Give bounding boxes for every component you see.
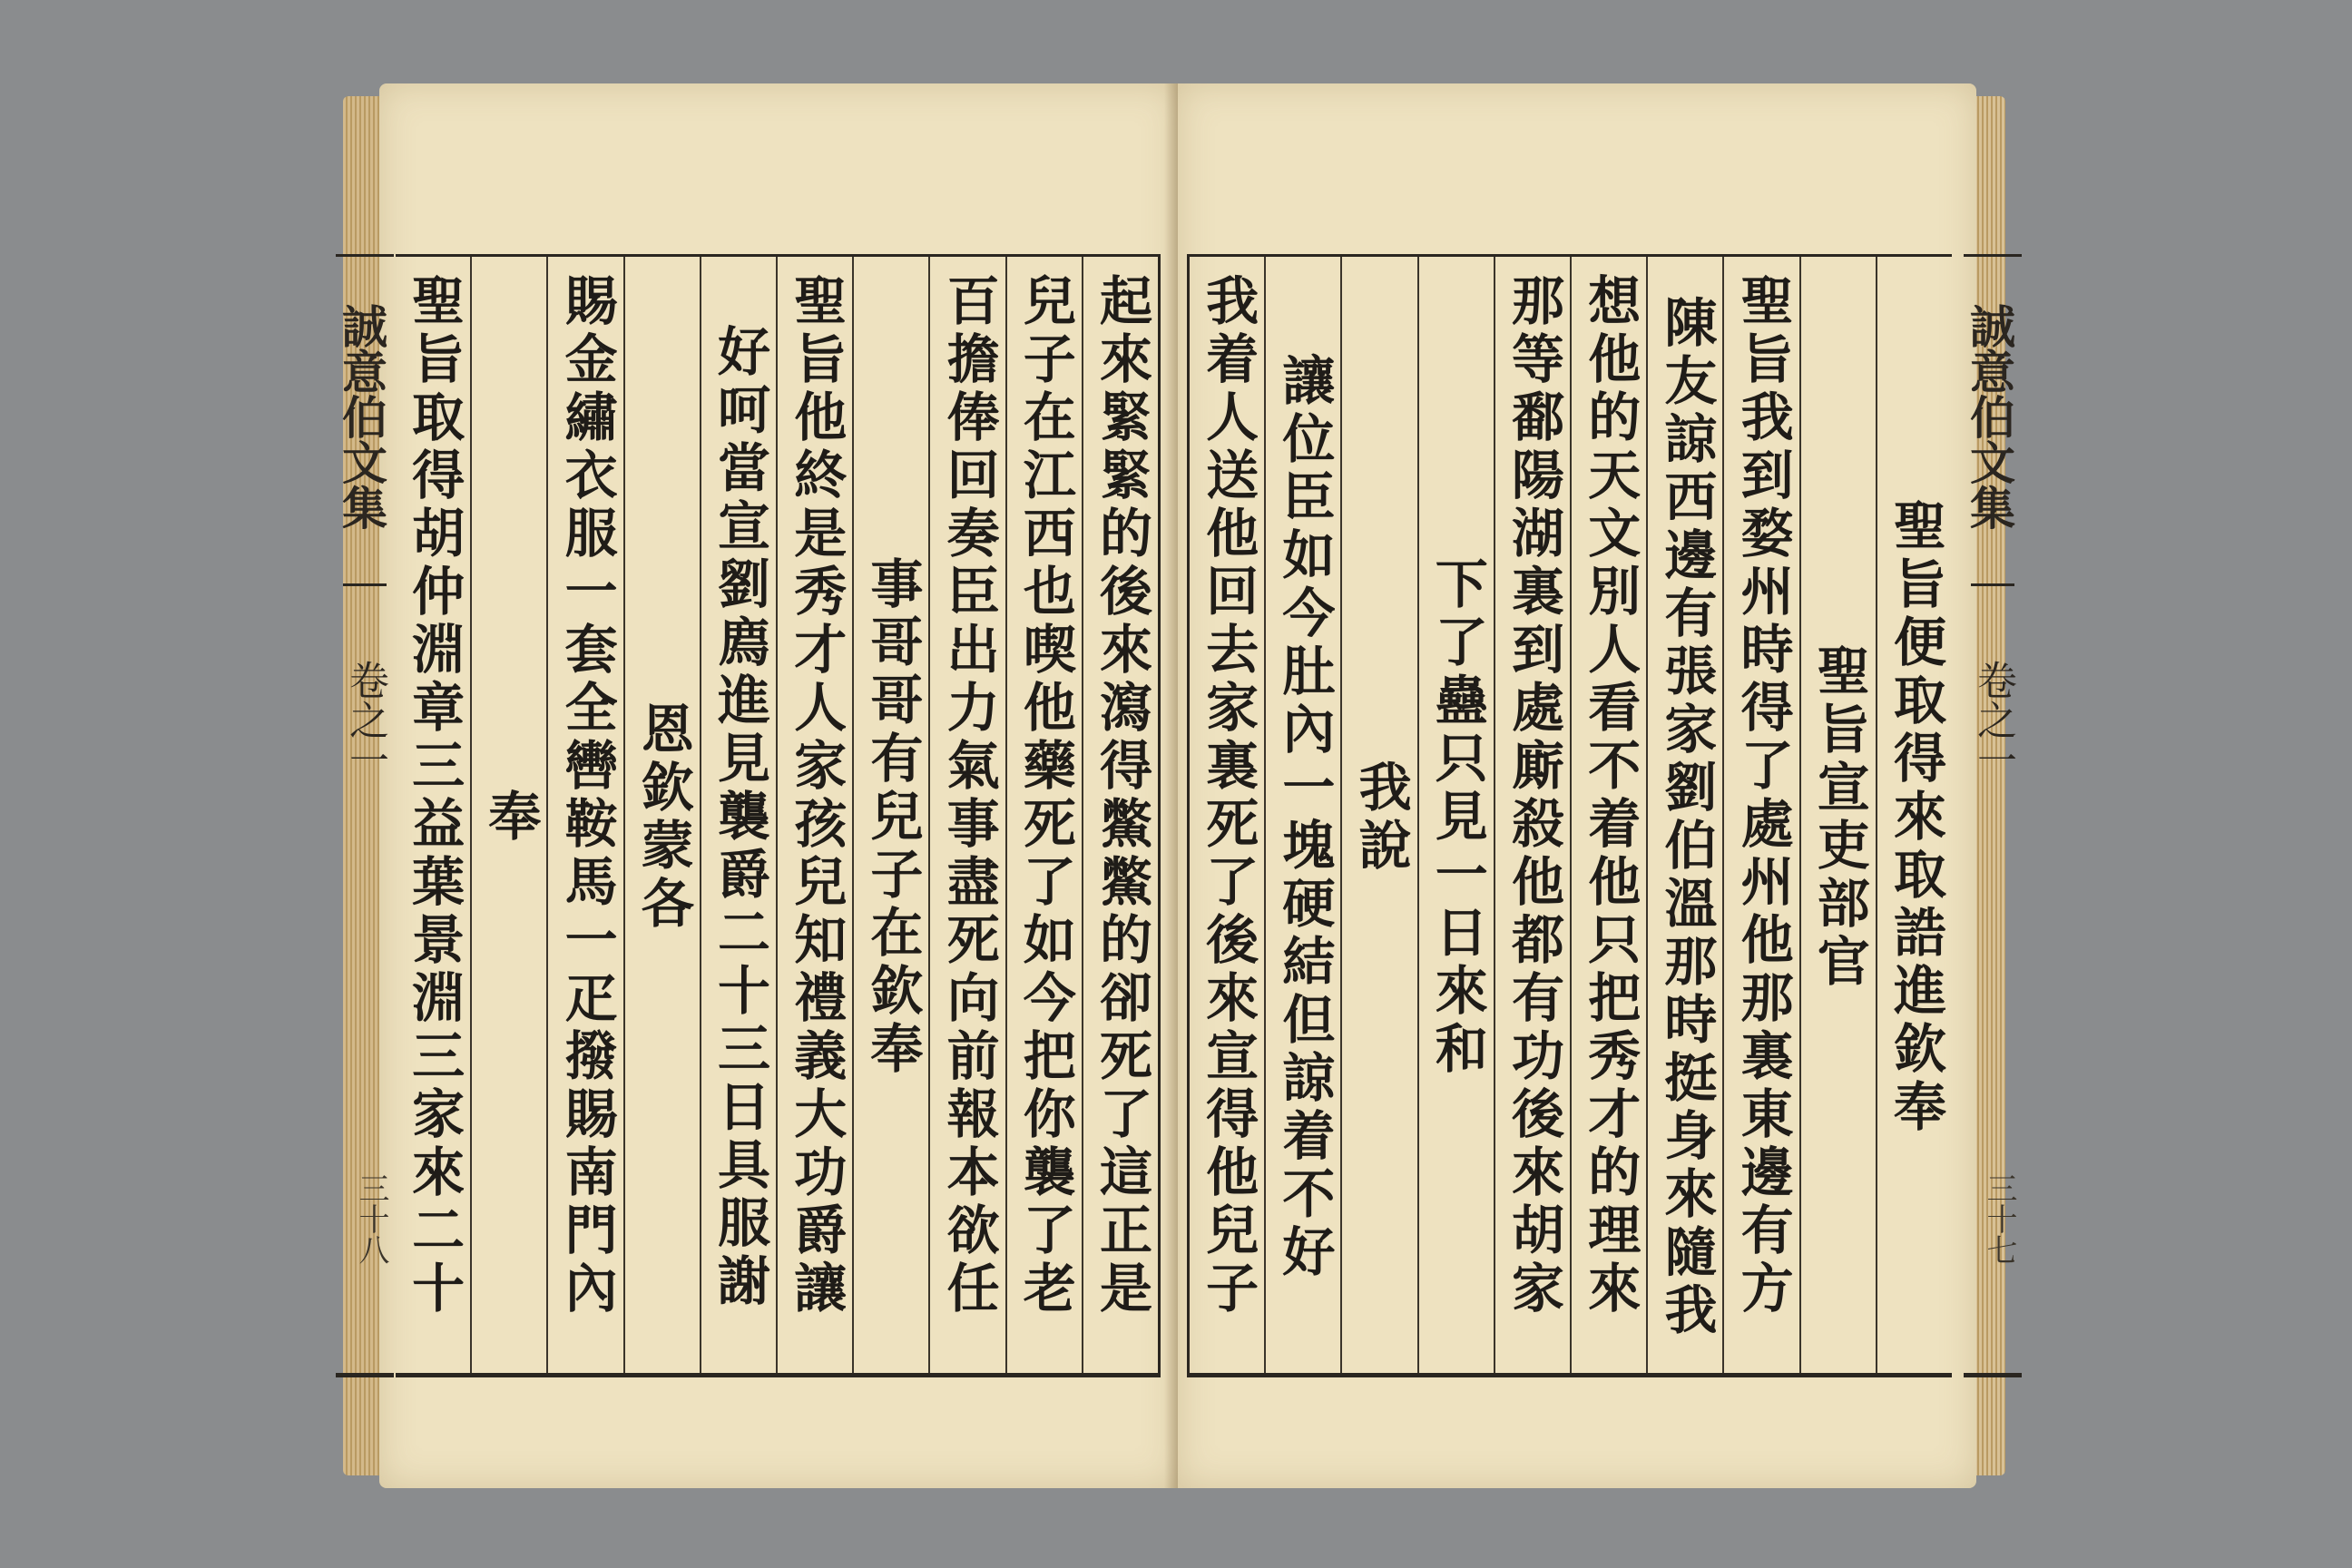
left-page-columns [396,257,1158,1373]
text-column [1264,257,1340,1373]
column-text: 聖旨他終是秀才人家孩兒知禮義大功爵讓 [785,273,848,1318]
right-page-margin-label [1964,254,2022,1377]
book-title: 誠意伯文集 [335,303,388,530]
column-text: 聖旨取得胡仲淵章三益葉景淵三家來二十 [403,273,466,1318]
text-column [546,257,622,1373]
column-text: 想他的天文別人看不着他只把秀才的理來 [1579,273,1642,1318]
volume-label: 卷之一 [1970,660,2016,779]
text-column [776,257,852,1373]
right-page [1178,83,2017,1488]
text-column [852,257,928,1373]
column-text: 恩欽蒙各 [632,701,694,934]
column-text: 我說 [1349,760,1412,876]
column-text: 我着人送他回去家裏死了後來宣得他兒子 [1197,273,1259,1318]
text-column [1799,257,1876,1373]
column-text: 百擔俸回奏臣出力氣事盡死向前報本欲任 [937,273,1000,1318]
column-text: 好呵當宣劉廌進見襲爵二十三日具服謝 [708,324,770,1311]
right-page-columns [1190,257,1952,1373]
text-column [1722,257,1798,1373]
volume-label: 卷之一 [342,660,388,779]
column-text: 下了蠱只見一日來和 [1426,556,1488,1079]
text-column [623,257,700,1373]
text-column [396,257,470,1373]
fishtail-mark [1971,583,2014,604]
left-page-frame [396,254,1161,1377]
text-column [928,257,1004,1373]
text-column [1417,257,1494,1373]
text-column [470,257,546,1373]
text-column [1646,257,1722,1373]
column-text: 那等鄱陽湖裏到處廝殺他都有功後來胡家 [1502,273,1564,1318]
column-text: 聖旨我到婺州時得了處州他那裏東邊有方 [1731,273,1794,1318]
column-text: 陳友諒西邊有張家劉伯溫那時挺身來隨我 [1655,295,1718,1340]
left-page-margin-label [336,254,394,1377]
column-text: 奉 [479,789,542,847]
right-page-frame [1187,254,1952,1377]
text-column [1494,257,1570,1373]
text-column [1005,257,1082,1373]
page-number: 三十七 [1981,1172,2017,1265]
book-title: 誠意伯文集 [1963,303,2016,530]
page-number: 三十八 [353,1172,389,1265]
column-text: 讓位臣如今肚內一塊硬結但諒着不好 [1273,353,1336,1282]
text-column [1570,257,1646,1373]
column-text: 賜金繡衣服一套全轡鞍馬一疋撥賜南門內 [555,273,618,1318]
left-page [335,83,1178,1488]
column-text: 事哥哥有兒子在欽奉 [861,556,924,1079]
text-column [1082,257,1158,1373]
text-column [1876,257,1952,1373]
column-text: 聖旨便取得來取誥進欽奉 [1885,498,1946,1137]
text-column [1340,257,1416,1373]
text-column [700,257,776,1373]
column-text: 兒子在江西也喫他藥死了如今把你襲了老 [1014,273,1076,1318]
column-text: 聖旨宣吏部官 [1808,643,1870,992]
fishtail-mark [343,583,387,604]
column-text: 起來緊緊的後來瀉得鱉鱉的卻死了這正是 [1091,273,1152,1318]
text-column [1190,257,1264,1373]
open-book [335,83,2017,1488]
